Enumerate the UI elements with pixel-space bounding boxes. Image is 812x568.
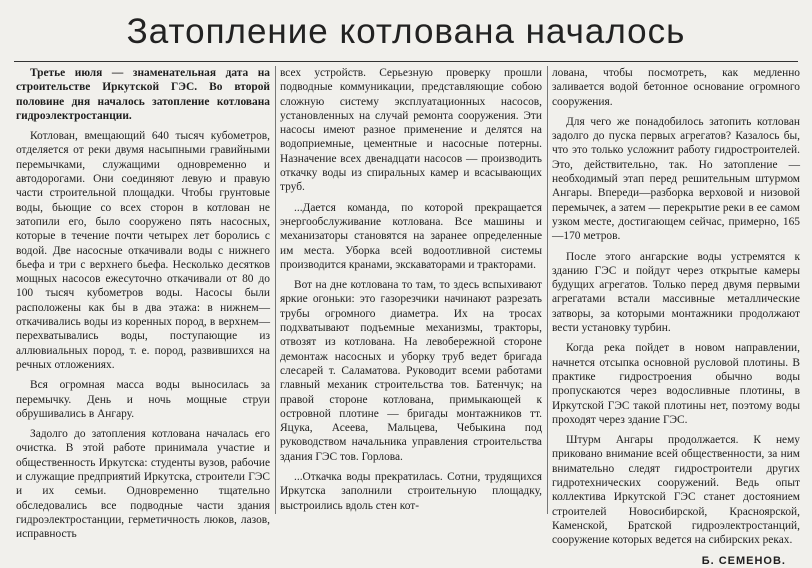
column-divider (547, 66, 548, 514)
column-3 (552, 66, 800, 567)
column-2 (280, 66, 542, 516)
paragraph: Вот на дне котлована то там, то здесь вспыхивают яркие огоньки: это газорезчики начинают разрезать трубы огромного диаметра. Их на тросах подхватывают подъемные механизмы, тракторы, отвозят из котлована. На левобережной стороне демонтаж насосных и уборку труб ведет бригада слесарей т. Саламатова. Руководит всеми работами главный механик строительства тов. Батенчук; на правой стороне котлована, примыкающей к островной плотине — бригады монтажников тт. Яцука, Асеева, Мальцева, Чебыкина под руководством начальника управления строительства здания ГЭС тов. Горлова. (280, 279, 542, 463)
paragraph: лована, чтобы посмотреть, как медленно заливается водой бетонное основание огромного сооружения. (552, 67, 800, 108)
paragraph: Задолго до затопления котлована началась его очистка. В этой работе принимала участие и общественность Иркутска: студенты вузов, рабочие и служащие предприятий Иркутска, строители ГЭС и их семьи. Одновременно тщательно обследовались все подводные части здания гидроэлектростанции, герметичность люков, лазов, исправность (16, 428, 270, 541)
column-1 (16, 66, 270, 541)
article-headline: Затопление котлована началось (126, 12, 686, 51)
paragraph: ...Откачка воды прекратилась. Сотни, трудящихся Иркутска заполнили строительную площадку, выстроились вдоль стен кот- (280, 471, 542, 512)
headline-rule (14, 61, 798, 62)
paragraph: Когда река пойдет в новом направлении, начнется отсыпка основной русловой плотины. В практике гидростроения обычно воды пропускаются через водосливные плотины, в Иркутской ГЭС такой плотины нет, поэтому воды проходят через здание ГЭС. (552, 342, 800, 426)
paragraph: всех устройств. Серьезную проверку прошли подводные коммуникации, представляющие собою сложную систему эксплуатационных насосов, установленных на случай ремонта сооружения. Эти насосы имеют разное применение и делятся на водоприемные, цементные и насосные потерны. Назначение всех двенадцати насосов — производить откачку воды из спиральных камер и всасывающих труб. (280, 67, 542, 194)
paragraph: Третье июля — знаменательная дата на строительстве Иркутской ГЭС. Во второй половине дня началось затопление котлована гидроэлектростанции. (16, 67, 270, 122)
paragraph: Штурм Ангары продолжается. К нему приковано внимание всей общественности, за ним внимательно следят гидростроители других гидротехнических сооружений. Ведь опыт коллектива Иркутской ГЭС станет достоянием строителей Новосибирской, Красноярской, Каменской, Братской гидроэлектростанций, сооружение которых ведется на сибирских реках. (552, 434, 800, 547)
column-divider (275, 66, 276, 514)
author-signature: Б. СЕМЕНОВ. (701, 554, 786, 567)
paragraph: После этого ангарские воды устремятся к зданию ГЭС и пойдут через открытые камеры будущих агрегатов. Только перед двумя первыми агрегатами встали массивные металлические затворы, за которыми монтажники продолжают вести установку турбин. (552, 250, 800, 335)
paragraph: Для чего же понадобилось затопить котлован задолго до пуска первых агрегатов? Казалось бы, что это только усложнит работу гидростроителей. Это, действительно, так. Но затопление — необходимый этап перед решительным штурмом Ангары. Впереди—разборка верховой и низовой перемычек, а затем — перекрытие реки в ее самом узком месте, достигающем сейчас, примерно, 165—170 метров. (552, 115, 800, 243)
paragraph: ...Дается команда, по которой прекращается энергообслуживание котлована. Все машины и механизаторы становятся на заранее определенные им места. Уборка всей водоотливной системы производится кранами, экскаваторами и тракторами. (280, 201, 542, 271)
paragraph: Котлован, вмещающий 640 тысяч кубометров, отделяется от реки двумя насыпными гравийными перемычками, служащими одновременно и автодорогами. Они соединяют левую и правую части строительной площадки. Чтобы грунтовые воды, бьющие со всех сторон в котлован не затопили его, было сооружено пять насосных, которые в течение почти четырех лет боролись с водой. Две насосные откачивали воды с нижнего бьефа и три с верхнего бьефа. Несколько десятков мощных насосов ежесуточно откачивали от 80 до 100 тысяч кубометров воды. Насосы были расположены как бы в два этажа: в нижнем—откачивались воды из коренных пород, в верхнем—перехватывались воды, поступающие из аллювиальных пород, т. е. пород, развившихся на речных отложениях. (16, 130, 270, 371)
paragraph: Вся огромная масса воды выносилась за перемычку. День и ночь мощные струи обрушивались в Ангару. (16, 379, 270, 420)
